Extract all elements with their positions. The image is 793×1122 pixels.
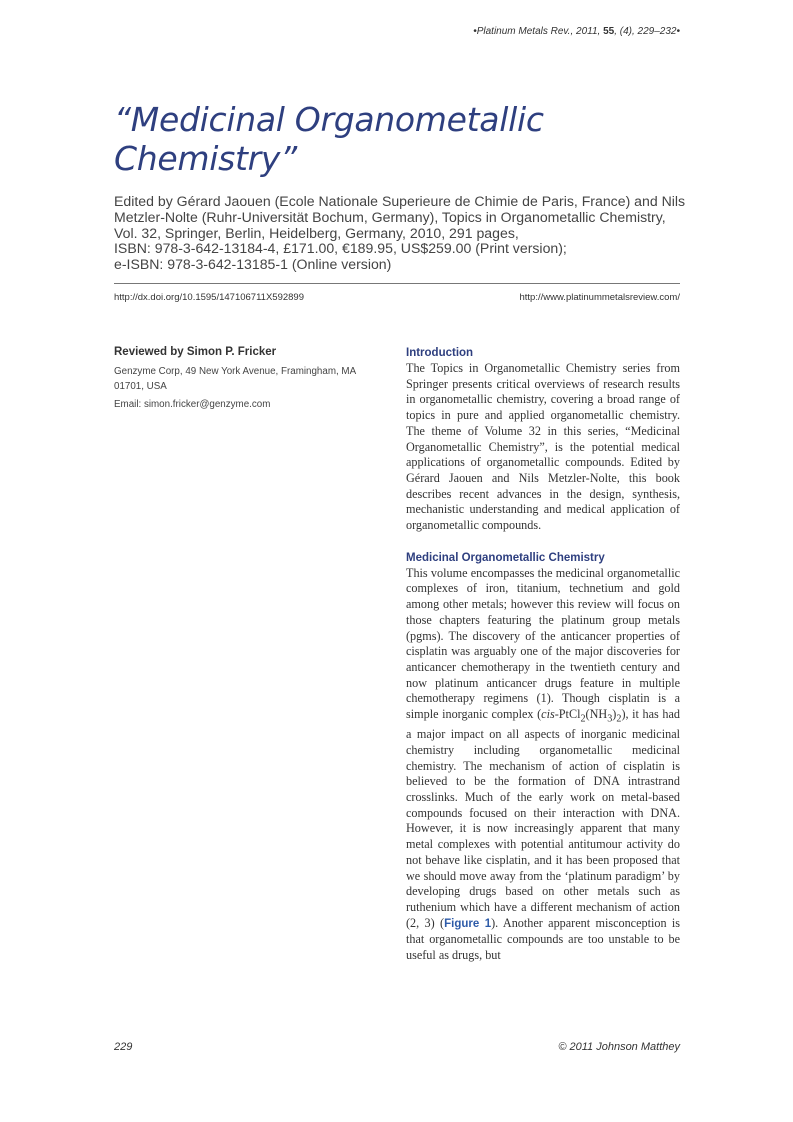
formula-subscript: 3 <box>607 713 613 725</box>
medicinal-paragraph <box>406 566 680 964</box>
paragraph-text: ), it has had a major impact on all aspects of inorganic medicinal chemistry including organometallic medicinal chemistry. The mechanism of action of cisplatin is believed to be the formation of DNA intrastrand crosslinks. Much of the early work on metal-based compounds focused on their interaction with DNA. However, it is now increasingly apparent that many metal complexes with potential antitumour activity do not behave like cisplatin, and it has been proposed that we should move away from the ‘platinum paradigm’ by developing drugs based on other metals such as ruthenium which have a different mechanism of action (2, 3) ( <box>406 707 680 930</box>
title-line-2: Chemistry” <box>114 139 297 178</box>
doi-link[interactable]: http://dx.doi.org/10.1595/147106711X592899 <box>114 292 304 303</box>
journal-name: Platinum Metals Rev. <box>476 26 571 37</box>
section-heading-medicinal: Medicinal Organometallic Chemistry <box>406 551 605 564</box>
formula-part: -PtCl <box>554 707 581 722</box>
article-body <box>406 346 680 964</box>
journal-year: , 2011, <box>570 26 604 37</box>
book-details-line: Vol. 32, Springer, Berlin, Heidelberg, Germany, 2010, 291 pages, <box>114 224 519 241</box>
book-details-line: Edited by Gérard Jaouen (Ecole Nationale Superieure de Chimie de Paris, France) and Nils <box>114 193 686 209</box>
formula-part: ) <box>612 707 617 722</box>
page-number: 229 <box>114 1041 133 1053</box>
reviewer-name: Reviewed by Simon P. Fricker <box>114 346 277 358</box>
formula-subscript: 2 <box>580 713 586 725</box>
book-details <box>114 194 684 273</box>
copyright: © 2011 Johnson Matthey <box>558 1041 680 1053</box>
book-details-line: ISBN: 978-3-642-13184-4, £171.00, €189.95, US$259.00 (Print version); <box>114 240 567 257</box>
formula-part: (NH <box>585 707 608 722</box>
journal-issue-pages: , (4), 229–232 <box>614 26 677 37</box>
paragraph-text: ). Another apparent misconception is that organometallic compounds are too unstable to be useful as drugs, but <box>406 915 681 963</box>
reviewer-address: Genzyme Corp, 49 New York Avenue, Framingham, MA 01701, USA <box>114 366 356 392</box>
formula-subscript: 2 <box>616 713 622 725</box>
title-line-1: “Medicinal Organometallic <box>114 100 544 139</box>
book-details-line: Metzler-Nolte (Ruhr-Universität Bochum, Germany), Topics in Organometallic Chemistry, <box>114 208 666 225</box>
reviewer-info <box>114 346 364 412</box>
reviewer-email[interactable]: Email: simon.fricker@genzyme.com <box>114 399 271 410</box>
figure-reference-link[interactable]: Figure 1 <box>444 917 492 930</box>
website-link[interactable]: http://www.platinummetalsreview.com/ <box>519 292 680 303</box>
journal-volume: 55 <box>603 26 615 37</box>
formula-prefix: cis <box>541 707 555 722</box>
book-details-line: e-ISBN: 978-3-642-13185-1 (Online version) <box>114 256 392 273</box>
running-head: •Platinum Metals Rev., 2011, 55, (4), 229–232• <box>473 26 680 37</box>
paragraph-text: This volume encompasses the medicinal organometallic complexes of iron, titanium, technetium and gold among other metals; however this review will focus on those chapters featuring the platinum group metals (pgms). The discovery of the anticancer properties of cisplatin was arguably one of the major discoveries for anticancer chemotherapy in the twentieth century and now platinum anticancer drugs feature in multiple chemotherapy regimens (1). Though cisplatin is a simple inorganic complex ( <box>406 565 680 722</box>
page-title <box>114 100 674 178</box>
divider <box>114 283 680 284</box>
section-heading-introduction: Introduction <box>406 347 474 359</box>
introduction-paragraph: The Topics in Organometallic Chemistry series from Springer presents critical overviews of research results in organometallic chemistry, covering a broad range of topics in pure and applied organometallic chemistry. The theme of Volume 32 in this series, “Medicinal Organometallic Chemistry”, is the potential medical applications of organometallic compounds. Edited by Gérard Jaouen and Nils Metzler-Nolte, this book describes recent advances in the design, synthesis, mechanistic understanding and medical application of organometallic compounds. <box>406 361 680 533</box>
